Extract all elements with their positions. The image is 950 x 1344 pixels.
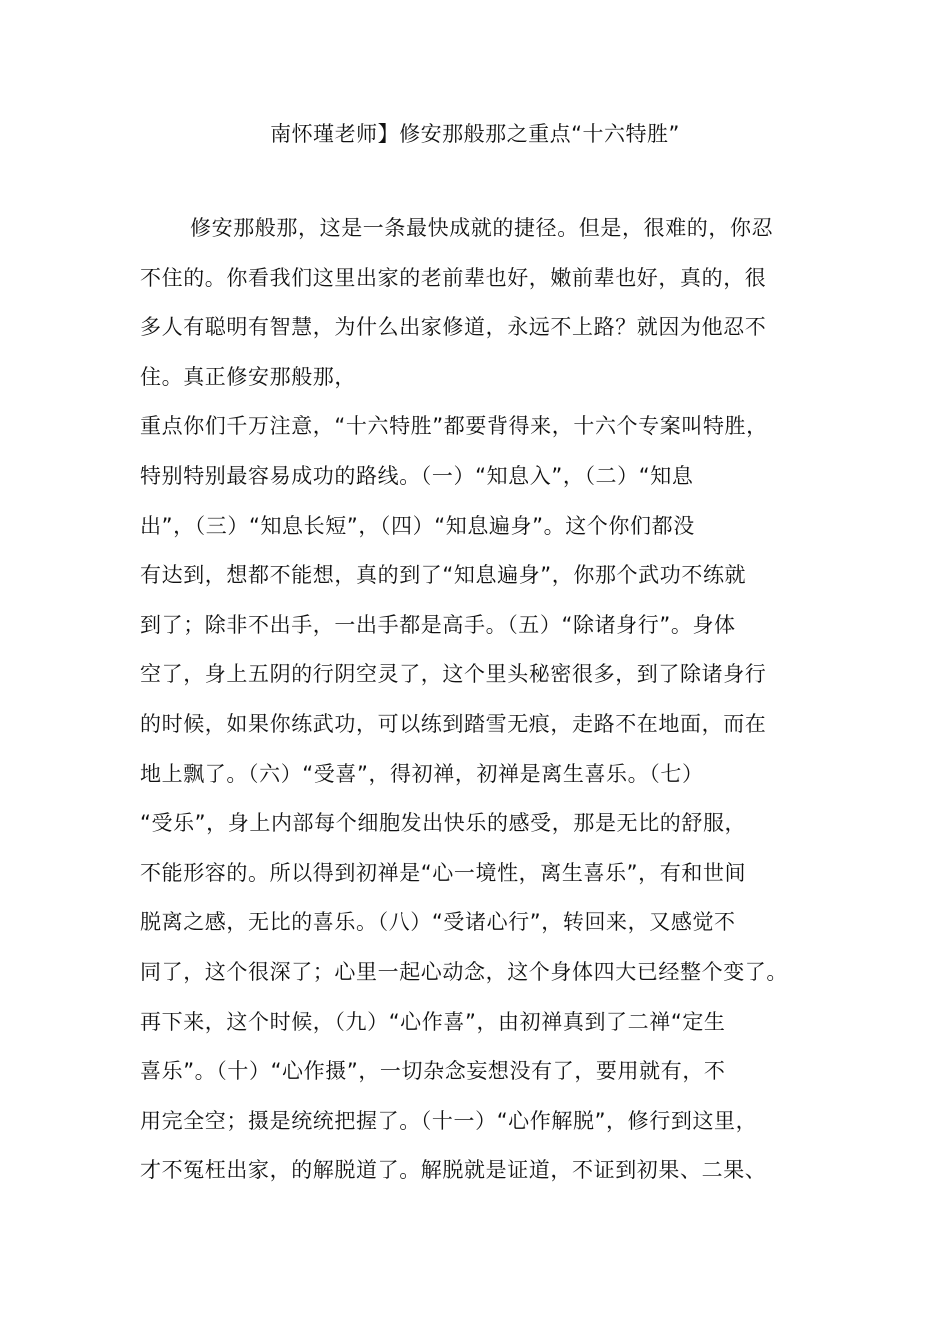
- body-line: 脱离之感，无比的喜乐。（八）“受诸心行”，转回来，又感觉不: [140, 910, 736, 935]
- body-line: 才不冤枉出家，的解脱道了。解脱就是证道，不证到初果、二果、: [140, 1158, 767, 1183]
- body-line: 空了，身上五阴的行阴空灵了，这个里头秘密很多，到了除诸身行: [140, 662, 767, 687]
- body-line: 用完全空；摄是统统把握了。（十一）“心作解脱”，修行到这里，: [140, 1108, 758, 1133]
- body-line: 到了；除非不出手，一出手都是高手。（五）“除诸身行”。身体: [140, 612, 736, 637]
- body-line: 不能形容的。所以得到初禅是“心一境性，离生喜乐”，有和世间: [140, 860, 747, 885]
- body-line: 住。真正修安那般那，: [140, 364, 356, 389]
- body-line: “受乐”，身上内部每个细胞发出快乐的感受，那是无比的舒服，: [140, 811, 747, 836]
- body-line: 重点你们千万注意，“十六特胜”都要背得来，十六个专案叫特胜，: [140, 414, 768, 439]
- body-line: 再下来，这个时候，（九）“心作喜”，由初禅真到了二禅“定生: [140, 1009, 726, 1034]
- body-line: 有达到，想都不能想，真的到了“知息遍身”，你那个武功不练就: [140, 563, 747, 588]
- body-line: 特别特别最容易成功的路线。（一）“知息入”，（二）“知息: [140, 463, 694, 488]
- body-line: 不住的。你看我们这里出家的老前辈也好，嫩前辈也好，真的，很: [140, 265, 767, 290]
- document-title: 南怀瑾老师】修安那般那之重点“十六特胜”: [270, 122, 680, 146]
- body-line: 出”，（三）“知息长短”，（四）“知息遍身”。这个你们都没: [140, 513, 695, 538]
- body-line: 的时候，如果你练武功，可以练到踏雪无痕，走路不在地面，而在: [140, 711, 767, 736]
- body-line: 多人有聪明有智慧，为什么出家修道，永远不上路？就因为他忍不: [140, 315, 767, 340]
- body-line: 喜乐”。（十）“心作摄”，一切杂念妄想没有了，要用就有，不: [140, 1059, 726, 1084]
- body-line: 修安那般那，这是一条最快成就的捷径。但是，很难的，你忍: [190, 216, 774, 240]
- document-body: [140, 204, 820, 1196]
- body-line: 同了，这个很深了；心里一起心动念，这个身体四大已经整个变了。: [140, 959, 788, 984]
- body-line: 地上飘了。（六）“受喜”，得初禅，初禅是离生喜乐。（七）: [140, 761, 704, 786]
